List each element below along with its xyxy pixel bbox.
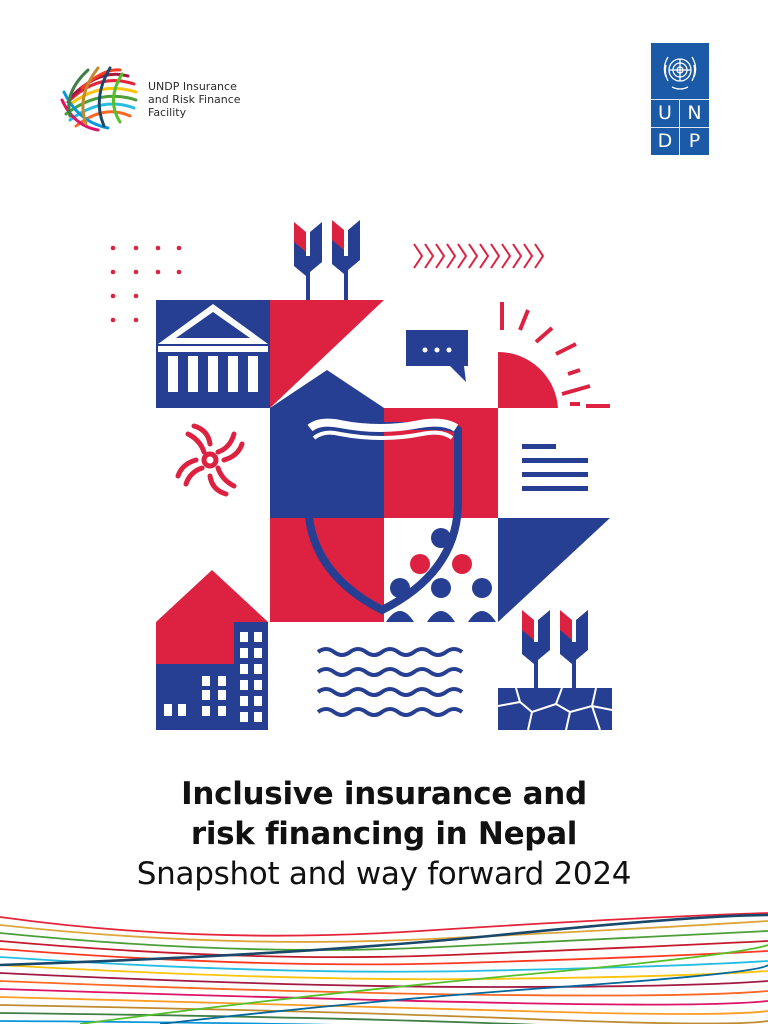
chat-bubble-icon: [406, 330, 468, 382]
cyclone-icon: [178, 426, 242, 494]
cover-title-block: [0, 774, 768, 894]
sdg-color-lines: [0, 905, 768, 1024]
cover-illustration: [100, 212, 620, 742]
irff-name: [148, 80, 241, 119]
un-emblem-icon: [658, 49, 702, 93]
undp-logo: [651, 43, 709, 155]
irff-logo: [58, 62, 318, 132]
chevrons-icon: [414, 244, 543, 268]
undp-letter: N: [680, 99, 709, 127]
cover-title-line-2: risk financing in Nepal: [190, 816, 578, 852]
bank-building-icon: [156, 300, 270, 408]
undp-letter: U: [651, 99, 680, 127]
sun-icon: [498, 302, 610, 408]
wheat-icon: [294, 220, 360, 300]
water-waves-icon: [318, 649, 462, 715]
text-lines-icon: [522, 444, 588, 491]
irff-name-line-1: UNDP Insurance: [148, 80, 237, 93]
irff-name-line-3: Facility: [148, 106, 187, 119]
cover-subtitle: Snapshot and way forward 2024: [136, 856, 632, 892]
undp-letter: D: [651, 127, 680, 155]
irff-globe-logo-icon: [58, 62, 140, 132]
irff-name-line-2: and Risk Finance: [148, 93, 241, 106]
cracked-earth-icon: [498, 688, 612, 730]
undp-letter: P: [680, 127, 709, 155]
cover-title-line-1: Inclusive insurance and: [181, 776, 587, 812]
wheat-icon: [522, 610, 588, 688]
undp-letters: [651, 99, 709, 153]
